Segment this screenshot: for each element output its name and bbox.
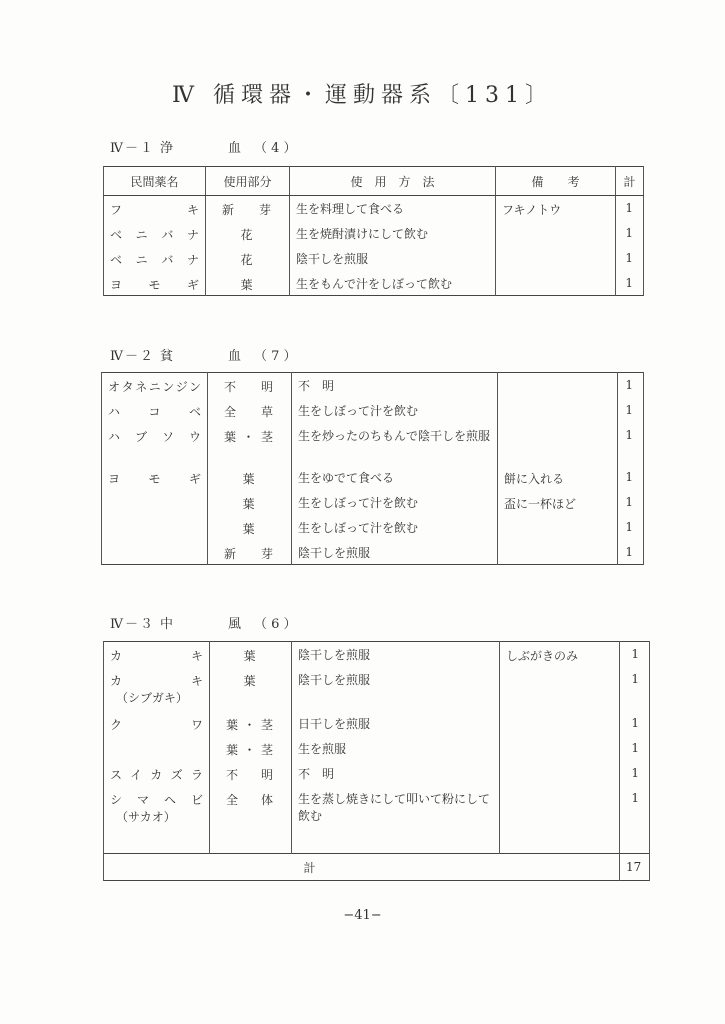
remedy-name-cell [102, 515, 208, 540]
remedy-name-cell [104, 667, 210, 711]
usage-method: 生をしぼって汁を飲む [292, 398, 498, 423]
used-part: 花 [240, 252, 253, 267]
remedy-name: ハコベ [108, 404, 201, 419]
remedy-name-cell [104, 711, 210, 736]
count-value: 1 [618, 373, 644, 398]
remarks: フキノトウ [496, 196, 616, 221]
used-part: 全体 [226, 792, 273, 807]
section-name-b: 風 [228, 617, 242, 632]
used-part-cell [210, 761, 292, 786]
used-part: 葉 [243, 673, 256, 688]
table-row [102, 540, 644, 565]
used-part-cell [210, 667, 292, 711]
used-part: 不明 [224, 380, 273, 394]
used-part-cell [208, 515, 292, 540]
remedy-name: ベニバナ [110, 227, 199, 242]
remarks [500, 736, 620, 761]
used-part: 葉 [242, 471, 255, 486]
remarks: 餅に入れる [498, 465, 618, 490]
remarks [498, 373, 618, 398]
used-part: 新芽 [222, 203, 271, 217]
remedy-name-cell [102, 423, 208, 465]
used-part-cell [208, 540, 292, 565]
used-part: 不明 [226, 767, 273, 782]
used-part-cell [206, 221, 290, 246]
remarks [498, 540, 618, 565]
remarks [498, 423, 618, 465]
usage-method: 不 明 [292, 373, 498, 398]
usage-method: 生をもんで汁をしぼって飲む [290, 271, 496, 296]
count-value: 1 [618, 465, 644, 490]
column-header: 民間薬名 [104, 167, 206, 196]
used-part: 葉・茎 [226, 717, 273, 732]
used-part: 新芽 [224, 546, 273, 561]
column-header: 計 [616, 167, 644, 196]
usage-method: 日干しを煎服 [292, 711, 500, 736]
remedy-alias: （シブガキ） [116, 690, 188, 705]
remarks [498, 515, 618, 540]
table-row [104, 761, 650, 786]
remarks [496, 221, 616, 246]
total-row [104, 854, 650, 881]
count-value: 1 [618, 540, 644, 565]
section-name-a: 中 [160, 617, 174, 632]
remedy-table-3 [103, 641, 650, 881]
usage-method: 陰干しを煎服 [290, 246, 496, 271]
remedy-name-cell [102, 540, 208, 565]
remarks [500, 761, 620, 786]
used-part-cell [206, 196, 290, 221]
remedy-name: クワ [110, 717, 203, 732]
used-part: 葉・茎 [224, 429, 273, 444]
remedy-name-cell [104, 271, 206, 296]
used-part-cell [208, 465, 292, 490]
remedy-name: スイカズラ [110, 767, 203, 782]
table-row [104, 642, 650, 667]
table-row [104, 196, 644, 221]
table-row [102, 515, 644, 540]
remedy-table-2 [101, 372, 644, 565]
remarks: しぶがきのみ [500, 642, 620, 667]
remedy-name-cell [104, 196, 206, 221]
table-row [104, 667, 650, 711]
table-row [104, 271, 644, 296]
remedy-name: フキ [110, 203, 199, 217]
column-header: 使用部分 [206, 167, 290, 196]
remedy-name-cell [104, 221, 206, 246]
count-value: 1 [620, 711, 650, 736]
remedy-name-cell [104, 642, 210, 667]
section-name-a: 貧 [160, 349, 174, 364]
remarks [500, 711, 620, 736]
count-value: 1 [620, 761, 650, 786]
total-value: 17 [620, 854, 650, 881]
table-row [104, 786, 650, 844]
table-row [104, 221, 644, 246]
used-part-cell [210, 786, 292, 844]
table-row [104, 246, 644, 271]
count-value: 1 [620, 667, 650, 711]
count-value: 1 [620, 642, 650, 667]
remedy-name-cell [104, 246, 206, 271]
remedy-name-cell [104, 786, 210, 844]
remedy-name: ベニバナ [110, 252, 199, 267]
used-part: 葉 [242, 496, 255, 511]
table-row [102, 490, 644, 515]
used-part-cell [208, 490, 292, 515]
remedy-name-cell [102, 465, 208, 490]
table-row [102, 373, 644, 398]
section-number: Ⅳ－２ [110, 349, 155, 364]
remedy-alias: （サカオ） [116, 809, 176, 824]
count-value: 1 [618, 398, 644, 423]
section-name-b: 血 [228, 349, 242, 364]
table-row [102, 398, 644, 423]
used-part-cell [208, 373, 292, 398]
remarks [496, 246, 616, 271]
table-row [104, 711, 650, 736]
remedy-name: カキ [110, 673, 203, 688]
remedy-name-cell [104, 761, 210, 786]
used-part: 全草 [224, 404, 273, 419]
remedy-name-cell [102, 398, 208, 423]
section-name-a: 浄 [160, 141, 174, 156]
remarks [500, 786, 620, 844]
section-count: （ 6 ） [254, 617, 297, 632]
used-part-cell [208, 423, 292, 465]
remedy-table-1 [103, 166, 644, 296]
count-value: 1 [616, 221, 644, 246]
used-part-cell [210, 736, 292, 761]
count-value: 1 [618, 423, 644, 465]
remarks: 盃に一杯ほど [498, 490, 618, 515]
used-part-cell [206, 246, 290, 271]
count-value: 1 [616, 246, 644, 271]
usage-method: 生をしぼって汁を飲む [292, 515, 498, 540]
usage-method: 生を料理して食べる [290, 196, 496, 221]
count-value: 1 [620, 786, 650, 844]
usage-method: 陰干しを煎服 [292, 540, 498, 565]
used-part: 葉 [243, 649, 256, 663]
section-number: Ⅳ－１ [110, 141, 155, 156]
remedy-name: ハブソウ [108, 429, 201, 444]
used-part: 葉・茎 [226, 742, 273, 757]
table-row [102, 465, 644, 490]
count-value: 1 [620, 736, 650, 761]
remarks [498, 398, 618, 423]
table-row [104, 736, 650, 761]
remarks [500, 667, 620, 711]
usage-method: 生をゆでて食べる [292, 465, 498, 490]
usage-method: 不 明 [292, 761, 500, 786]
usage-method: 生をしぼって汁を飲む [292, 490, 498, 515]
usage-method: 生を焼酎漬けにして飲む [290, 221, 496, 246]
remarks [496, 271, 616, 296]
count-value: 1 [618, 490, 644, 515]
section-count: （ 7 ） [254, 349, 297, 364]
table-row [102, 423, 644, 465]
remedy-name: シマヘビ [110, 792, 203, 807]
remedy-name: カキ [110, 649, 203, 663]
page-number: −41− [343, 908, 382, 923]
remedy-name-cell [104, 736, 210, 761]
usage-method: 生を炒ったのちもんで陰干しを煎服 [292, 423, 498, 465]
used-part-cell [210, 642, 292, 667]
count-value: 1 [618, 515, 644, 540]
usage-method: 陰干しを煎服 [292, 667, 500, 711]
usage-method: 生を蒸し焼きにして叩いて粉にして飲む [292, 786, 500, 844]
used-part-cell [206, 271, 290, 296]
section-name-b: 血 [228, 141, 242, 156]
section-number: Ⅳ－３ [110, 617, 155, 632]
total-label: 計 [104, 854, 620, 881]
remedy-name-cell [102, 373, 208, 398]
remedy-name-cell [102, 490, 208, 515]
count-value: 1 [616, 196, 644, 221]
section-count: （ 4 ） [254, 141, 297, 156]
usage-method: 生を煎服 [292, 736, 500, 761]
remedy-name: ヨモギ [110, 277, 199, 292]
used-part-cell [210, 711, 292, 736]
used-part-cell [208, 398, 292, 423]
table-header-row [104, 167, 644, 196]
used-part: 葉 [242, 521, 255, 536]
usage-method: 陰干しを煎服 [292, 642, 500, 667]
page-title: Ⅳ 循環器・運動器系〔131〕 [172, 83, 553, 108]
remedy-name: オタネニンジン [108, 380, 201, 394]
used-part: 花 [240, 227, 253, 242]
count-value: 1 [616, 271, 644, 296]
remedy-name: ヨモギ [108, 471, 201, 486]
column-header: 備 考 [496, 167, 616, 196]
used-part: 葉 [240, 277, 253, 292]
column-header: 使 用 方 法 [290, 167, 496, 196]
